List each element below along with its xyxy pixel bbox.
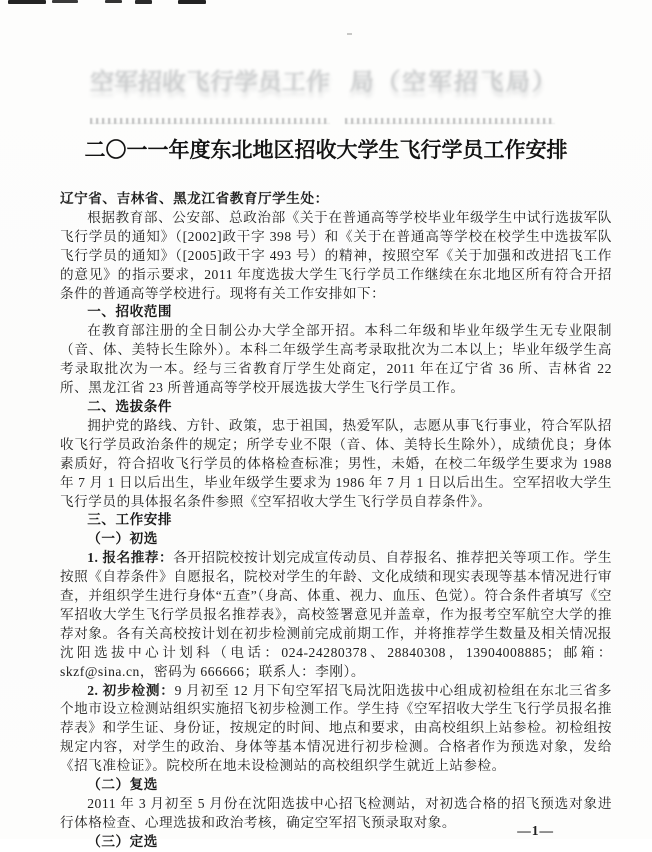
intro-paragraph: 根据教育部、公安部、总政治部《关于在普通高等学校毕业年级学生中试行选拔军队飞行学员的通知》（[2002]政干字 398 号）和《关于在普通高等学校在校学生中选拔军队飞行学员的通知》（[2005]政干字 493 号）的精神，按照空军《关于加强和改进招飞工作的意见》的指示要求，2011 年度选拔大学生飞行学员工作继续在东北地区所有符合开招条件的普通高等学校进行。现将有关工作安排如下： <box>60 209 612 301</box>
subsection-heading-3: （三）定选 <box>87 833 158 849</box>
subsection-heading-1: （一）初选 <box>87 531 158 547</box>
item-2-lead: 2. 初步检测： <box>87 682 175 698</box>
salutation-line: 辽宁省、吉林省、黑龙江省教育厅学生处： <box>60 191 329 206</box>
section-heading-1: 一、招收范围 <box>87 304 173 320</box>
ghost-letterhead-right: 局（空军招飞局） <box>349 69 559 96</box>
faded-print-line-left <box>90 118 330 124</box>
scan-artifact-dash <box>178 0 206 4</box>
ghost-letterhead-left: 空军招收飞行学员工作 <box>89 69 331 96</box>
section-body-2: 拥护党的路线、方针、政策，忠于祖国，热爱军队，志愿从事飞行事业，符合军队招收飞行学员政治条件的规定；所学专业不限（音、体、美特长生除外），成绩优良；身体素质好，符合招收飞行学员的体格检查标准；男性，未婚，在校二年级学生要求为 1988 年 7 月 1 日以后出生，毕业年级学生要求为 1986 年 7 月 1 日以后出生。空军招收大学生飞行学员的具体报名条件参照《空军招收大学生飞行学员自荐条件》。 <box>60 417 612 509</box>
document-title: 二〇一一年度东北地区招收大学生飞行学员工作安排 <box>84 139 568 162</box>
subsection-1-item-2 <box>60 682 612 777</box>
document-body <box>60 190 612 852</box>
faded-print-line-right <box>345 118 555 124</box>
page-number: —1— <box>517 823 554 838</box>
scan-artifact-speck <box>347 33 352 35</box>
section-heading-3: 三、工作安排 <box>87 512 173 528</box>
subsection-body-2: 2011 年 3 月初至 5 月份在沈阳选拔中心招飞检测站，对初选合格的招飞预选对象进行体格检查、心理选拔和政治考核，确定空军招飞预录取对象。 <box>60 796 612 830</box>
subsection-1-item-1 <box>60 549 612 681</box>
ghost-letterhead <box>89 63 559 97</box>
section-body-1: 在教育部注册的全日制公办大学全部开招。本科二年级和毕业年级学生无专业限制（音、体、美特长生除外）。本科二年级学生高考录取批次为二本以上；毕业年级学生高考录取批次为一本。经与三省教育厅学生处商定，2011 年在辽宁省 36 所、吉林省 22 所、黑龙江省 23 所普通高等学校开展选拔大学生飞行学员工作。 <box>60 323 612 396</box>
item-1-lead: 1. 报名推荐： <box>87 550 174 566</box>
scan-artifact-dash <box>8 0 46 4</box>
item-2-text: 9 月初至 12 月下旬空军招飞局沈阳选拔中心组成初检组在东北三省多个地市设立检测站组织实施招飞初步检测工作。学生持《空军招收大学生飞行学员报名推荐表》和学生证、身份证，按规定的时间、地点和要求，由高校组织上站参检。初检组按规定内容，对学生的政治、身体等基本情况进行初步检测。合格者作为预选对象，发给《招飞准检证》。院校所在地未设检测站的高校组织学生就近上站参检。 <box>60 682 612 774</box>
section-heading-2: 二、选拔条件 <box>87 398 173 414</box>
subsection-heading-2: （二）复选 <box>87 777 158 793</box>
scan-artifact-dash <box>52 0 78 3</box>
item-1-text: 各开招院校按计划完成宣传动员、自荐报名、推荐把关等项工作。学生按照《自荐条件》自愿报名，院校对学生的年龄、文化成绩和现实表现等基本情况进行审查，并组织学生进行身体“五查”（身高、体重、视力、血压、色觉）。符合条件者填写《空军招收大学生飞行学员报名推荐表》，高校签署意见并盖章，作为报考空军航空大学的推荐对象。各有关高校按计划在初步检测前完成前期工作，并将推荐学生数量及相关情况报沈阳选拔中心计划科（电话：024-24280378、28840308，13904008885；邮箱：skzf@sina.cn，密码为 666666；联系人：李刚）。 <box>60 550 612 679</box>
scan-artifact-dash <box>135 0 152 4</box>
scan-artifact-dash <box>105 0 122 3</box>
